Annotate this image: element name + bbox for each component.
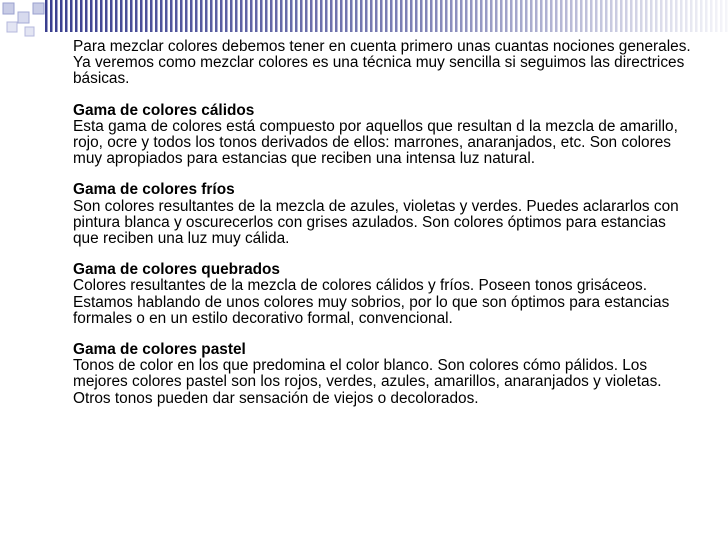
section-pastel <box>73 342 693 407</box>
deco-square-1 <box>3 3 14 14</box>
section-heading: Gama de colores fríos <box>73 181 235 199</box>
section-text: Esta gama de colores está compuesto por aquellos que resultan d la mezcla de amarillo, rojo, ocre y todos los tonos derivados de ellos: marrones, anaranjados, etc. Son colores muy apropiados para estancias que reciben una intensa luz natural. <box>73 117 678 168</box>
section-text: Colores resultantes de la mezcla de colores cálidos y fríos. Poseen tonos grisáceos. Estamos hablando de unos colores muy sobrios, por lo que son óptimos para estancias formales o en un estilo decorativo formal, convencional. <box>73 277 670 327</box>
deco-square-4 <box>7 22 17 32</box>
section-heading: Gama de colores pastel <box>73 341 246 359</box>
section-heading: Gama de colores quebrados <box>73 261 280 279</box>
intro-paragraph <box>73 39 693 88</box>
intro-text: Para mezclar colores debemos tener en cuenta primero unas cuantas nociones generales. Ya veremos como mezclar colores es una técnica muy sencilla si seguimos las directrices básicas. <box>73 38 691 88</box>
section-quebrados <box>73 262 693 327</box>
slide-body <box>73 39 693 422</box>
deco-square-2 <box>18 12 29 23</box>
decorative-header-band <box>0 0 728 40</box>
section-frios <box>73 182 693 247</box>
deco-square-5 <box>25 27 34 36</box>
section-heading: Gama de colores cálidos <box>73 101 255 119</box>
section-text: Son colores resultantes de la mezcla de azules, violetas y verdes. Puedes aclararlos con pintura blanca y oscurecerlos con grises azulados. Son colores óptimos para estancias que reciben una luz muy cálida. <box>73 197 679 248</box>
deco-square-3 <box>33 3 44 14</box>
section-text: Tonos de color en los que predomina el color blanco. Son colores cómo pálidos. Los mejores colores pastel son los rojos, verdes, azules, amarillos, anaranjados y violetas. Otros tonos pueden dar sensación de viejos o decolorados. <box>73 357 662 407</box>
section-calidos <box>73 103 693 168</box>
